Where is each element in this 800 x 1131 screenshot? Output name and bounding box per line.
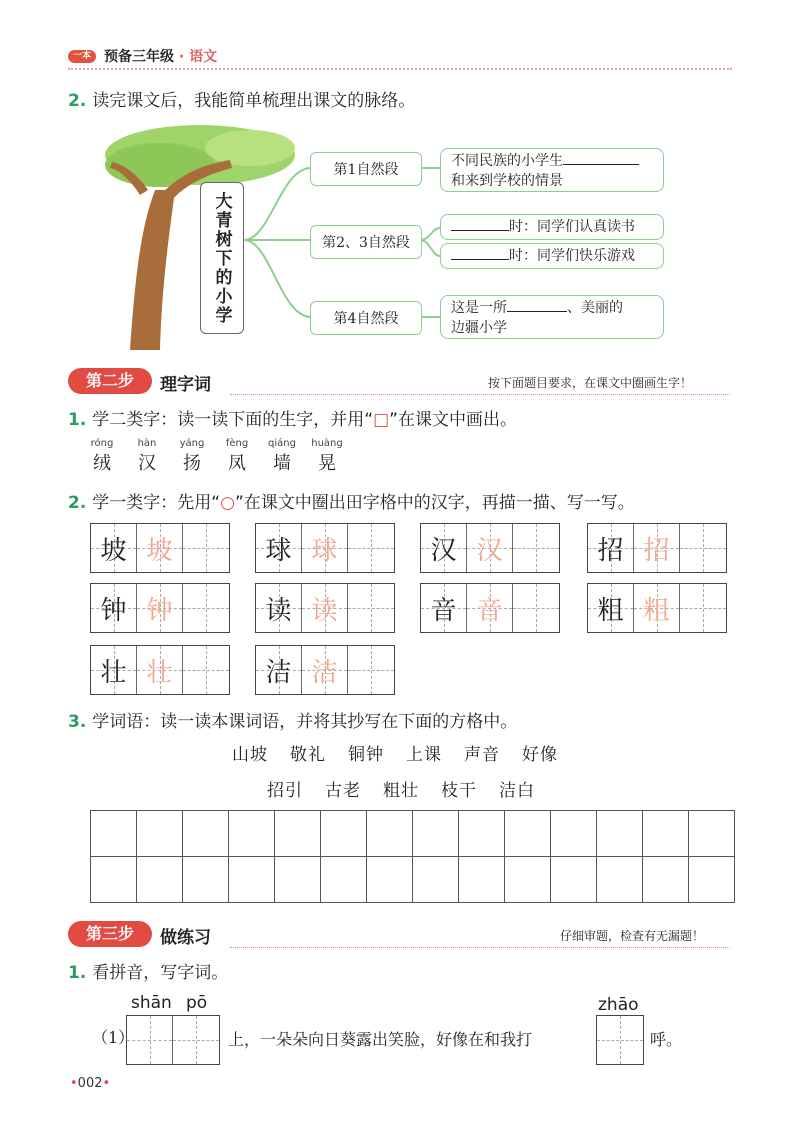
tianzige-group-5 bbox=[90, 583, 230, 633]
answer-cell[interactable] bbox=[127, 1016, 173, 1064]
grid-cell[interactable] bbox=[137, 811, 183, 857]
exercise-1-ending: 呼。 bbox=[650, 1030, 683, 1049]
answer-blank[interactable] bbox=[563, 164, 639, 165]
vocab-word: 好像 bbox=[522, 745, 558, 765]
branch-info-3 bbox=[440, 295, 664, 339]
mindmap-center-box bbox=[200, 182, 244, 334]
tianzige-cell[interactable] bbox=[513, 584, 559, 632]
circle-symbol: ○ bbox=[220, 493, 235, 513]
copy-grid bbox=[90, 810, 735, 903]
subject-label: 语文 bbox=[189, 49, 218, 65]
bullet-icon: • bbox=[102, 1076, 111, 1091]
pinyin-char-item: róng 绒 bbox=[90, 438, 114, 474]
grid-cell[interactable] bbox=[643, 811, 689, 857]
question-2-top bbox=[68, 86, 415, 111]
info-line: 和来到学校的情景 bbox=[451, 173, 563, 189]
question-number: 1. bbox=[68, 410, 87, 430]
tianzige-cell[interactable]: 读 bbox=[302, 584, 348, 632]
pinyin-char-item: qiáng 墙 bbox=[268, 438, 296, 474]
pinyin-char-item: yáng 扬 bbox=[179, 438, 205, 474]
question-number: 3. bbox=[68, 712, 87, 732]
tianzige-cell: 壮 bbox=[91, 646, 137, 694]
grid-row bbox=[91, 857, 735, 903]
tianzige-cell[interactable] bbox=[183, 584, 229, 632]
pinyin-zhao: zhāo bbox=[598, 995, 639, 1015]
tianzige-cell: 汉 bbox=[421, 524, 467, 572]
question-number: 2. bbox=[68, 493, 87, 513]
exercise-1-label: （1） bbox=[92, 1028, 135, 1047]
vocab-word: 敬礼 bbox=[290, 745, 326, 765]
step-3-divider bbox=[230, 947, 730, 948]
info-line: 边疆小学 bbox=[451, 320, 507, 336]
grid-cell[interactable] bbox=[551, 811, 597, 857]
vocab-word: 古老 bbox=[325, 781, 361, 801]
step-2-title: 理字词 bbox=[160, 375, 211, 395]
square-symbol: □ bbox=[373, 410, 390, 430]
answer-box-shanpo bbox=[126, 1015, 220, 1065]
step-3-title: 做练习 bbox=[160, 928, 211, 948]
brand-badge: 一本 bbox=[68, 50, 96, 63]
word-list-1 bbox=[232, 740, 558, 765]
vocab-word: 招引 bbox=[267, 781, 303, 801]
question-text: 读完课文后，我能简单梳理出课文的脉络。 bbox=[92, 91, 416, 111]
grid-cell[interactable] bbox=[597, 811, 643, 857]
grid-cell[interactable] bbox=[275, 857, 321, 903]
pinyin-char-list bbox=[82, 438, 347, 475]
vocab-word: 洁白 bbox=[499, 781, 535, 801]
tianzige-cell[interactable] bbox=[680, 524, 726, 572]
grid-cell[interactable] bbox=[413, 811, 459, 857]
tianzige-cell[interactable]: 音 bbox=[467, 584, 513, 632]
tianzige-group-6 bbox=[255, 583, 395, 633]
tianzige-group-7 bbox=[420, 583, 560, 633]
grid-cell[interactable] bbox=[367, 811, 413, 857]
grid-row bbox=[91, 811, 735, 857]
tianzige-cell[interactable]: 坡 bbox=[137, 524, 183, 572]
step2-question-1 bbox=[68, 405, 517, 430]
grid-cell[interactable] bbox=[229, 857, 275, 903]
grid-cell[interactable] bbox=[183, 811, 229, 857]
grid-cell[interactable] bbox=[551, 857, 597, 903]
tianzige-cell: 读 bbox=[256, 584, 302, 632]
vocab-word: 粗壮 bbox=[383, 781, 419, 801]
pinyin-shan: shān bbox=[131, 993, 172, 1013]
tianzige-cell[interactable] bbox=[348, 524, 394, 572]
tianzige-group-10 bbox=[255, 645, 395, 695]
answer-cell[interactable] bbox=[597, 1016, 643, 1064]
question-number: 2. bbox=[68, 91, 87, 111]
tianzige-cell: 球 bbox=[256, 524, 302, 572]
branch-info-2b: 时：同学们快乐游戏 bbox=[440, 243, 664, 269]
answer-blank[interactable] bbox=[451, 230, 509, 231]
tianzige-cell[interactable]: 壮 bbox=[137, 646, 183, 694]
tianzige-group-9 bbox=[90, 645, 230, 695]
step-2-badge: 第二步 bbox=[68, 368, 152, 394]
tianzige-cell[interactable]: 粗 bbox=[634, 584, 680, 632]
info-line: 不同民族的小学生 bbox=[451, 151, 653, 171]
grid-cell[interactable] bbox=[367, 857, 413, 903]
pinyin-char-item: huàng 晃 bbox=[311, 438, 343, 474]
page-header bbox=[104, 46, 217, 66]
exercise-1-sentence: 上，一朵朵向日葵露出笑脸，好像在和我打 bbox=[228, 1030, 533, 1049]
tianzige-group-1 bbox=[90, 523, 230, 573]
step-3-badge: 第三步 bbox=[68, 921, 152, 947]
tianzige-group-8 bbox=[587, 583, 727, 633]
vocab-word: 山坡 bbox=[232, 745, 268, 765]
question-text: 学一类字：先用“ bbox=[92, 493, 221, 513]
tianzige-cell: 钟 bbox=[91, 584, 137, 632]
bullet-icon: • bbox=[70, 1076, 78, 1091]
tianzige-cell[interactable]: 钟 bbox=[137, 584, 183, 632]
branch-label-3: 第4自然段 bbox=[310, 301, 422, 335]
pinyin-char-item: fèng 凤 bbox=[225, 438, 249, 474]
question-text: 学二类字：读一读下面的生字，并用“ bbox=[92, 410, 374, 430]
step2-question-2 bbox=[68, 488, 635, 513]
grid-cell[interactable] bbox=[505, 811, 551, 857]
question-number: 1. bbox=[68, 963, 87, 983]
mindmap-center-title: 大青树下的小学 bbox=[211, 191, 232, 325]
branch-info-2a: 时：同学们认真读书 bbox=[440, 214, 664, 240]
step-2-note: 按下面题目要求，在课文中圈画生字！ bbox=[488, 376, 693, 390]
tianzige-cell: 洁 bbox=[256, 646, 302, 694]
tianzige-cell[interactable] bbox=[680, 584, 726, 632]
grid-cell[interactable] bbox=[459, 857, 505, 903]
vocab-word: 声音 bbox=[464, 745, 500, 765]
grid-cell[interactable] bbox=[413, 857, 459, 903]
answer-blank[interactable] bbox=[451, 259, 509, 260]
tianzige-cell[interactable] bbox=[348, 584, 394, 632]
vocab-word: 枝干 bbox=[441, 781, 477, 801]
answer-box-zhao bbox=[596, 1015, 644, 1065]
tianzige-cell[interactable] bbox=[183, 524, 229, 572]
answer-cell[interactable] bbox=[173, 1016, 219, 1064]
tianzige-cell[interactable] bbox=[513, 524, 559, 572]
tianzige-cell[interactable]: 招 bbox=[634, 524, 680, 572]
question-text: ”在课文中圈出田字格中的汉字，再描一描、写一写。 bbox=[234, 493, 635, 513]
step-2-divider bbox=[230, 394, 730, 395]
tianzige-cell[interactable]: 球 bbox=[302, 524, 348, 572]
tianzige-group-4 bbox=[587, 523, 727, 573]
branch-label-1: 第1自然段 bbox=[310, 152, 422, 186]
page-number: •002• bbox=[70, 1076, 111, 1091]
grid-cell[interactable] bbox=[229, 811, 275, 857]
pinyin-char-item: hàn 汉 bbox=[137, 438, 157, 474]
vocab-word: 铜钟 bbox=[348, 745, 384, 765]
answer-blank[interactable] bbox=[507, 311, 567, 312]
grid-cell[interactable] bbox=[183, 857, 229, 903]
step-3-note: 仔细审题，检查有无漏题！ bbox=[560, 929, 705, 943]
grid-cell[interactable] bbox=[505, 857, 551, 903]
grid-cell[interactable] bbox=[689, 857, 735, 903]
branch-info-1 bbox=[440, 148, 664, 192]
header-separator: · bbox=[178, 49, 185, 65]
tianzige-cell[interactable]: 汉 bbox=[467, 524, 513, 572]
tianzige-cell[interactable] bbox=[183, 646, 229, 694]
grid-cell[interactable] bbox=[643, 857, 689, 903]
grid-cell[interactable] bbox=[91, 811, 137, 857]
grid-cell[interactable] bbox=[321, 811, 367, 857]
grid-cell[interactable] bbox=[275, 811, 321, 857]
grid-cell[interactable] bbox=[91, 857, 137, 903]
grid-cell[interactable] bbox=[321, 857, 367, 903]
grid-cell[interactable] bbox=[597, 857, 643, 903]
word-list-2 bbox=[267, 776, 535, 801]
tianzige-cell[interactable] bbox=[348, 646, 394, 694]
tianzige-cell[interactable]: 洁 bbox=[302, 646, 348, 694]
step3-question-1 bbox=[68, 958, 228, 983]
tianzige-group-3 bbox=[420, 523, 560, 573]
question-text: 看拼音，写字词。 bbox=[92, 963, 229, 983]
question-text: 学词语：读一读本课词语，并将其抄写在下面的方格中。 bbox=[92, 712, 518, 732]
branch-label-2: 第2、3自然段 bbox=[310, 225, 422, 259]
step2-question-3 bbox=[68, 707, 517, 732]
header-divider bbox=[68, 68, 732, 70]
question-text: ”在课文中画出。 bbox=[389, 410, 517, 430]
grid-cell[interactable] bbox=[137, 857, 183, 903]
grid-cell[interactable] bbox=[459, 811, 505, 857]
tianzige-cell: 音 bbox=[421, 584, 467, 632]
pinyin-po: pō bbox=[186, 993, 208, 1013]
tianzige-cell: 坡 bbox=[91, 524, 137, 572]
tianzige-cell: 粗 bbox=[588, 584, 634, 632]
vocab-word: 上课 bbox=[406, 745, 442, 765]
tianzige-group-2 bbox=[255, 523, 395, 573]
grade-label: 预备三年级 bbox=[104, 49, 174, 65]
info-line: 这是一所 、美丽的 bbox=[451, 300, 623, 316]
tianzige-cell: 招 bbox=[588, 524, 634, 572]
grid-cell[interactable] bbox=[689, 811, 735, 857]
